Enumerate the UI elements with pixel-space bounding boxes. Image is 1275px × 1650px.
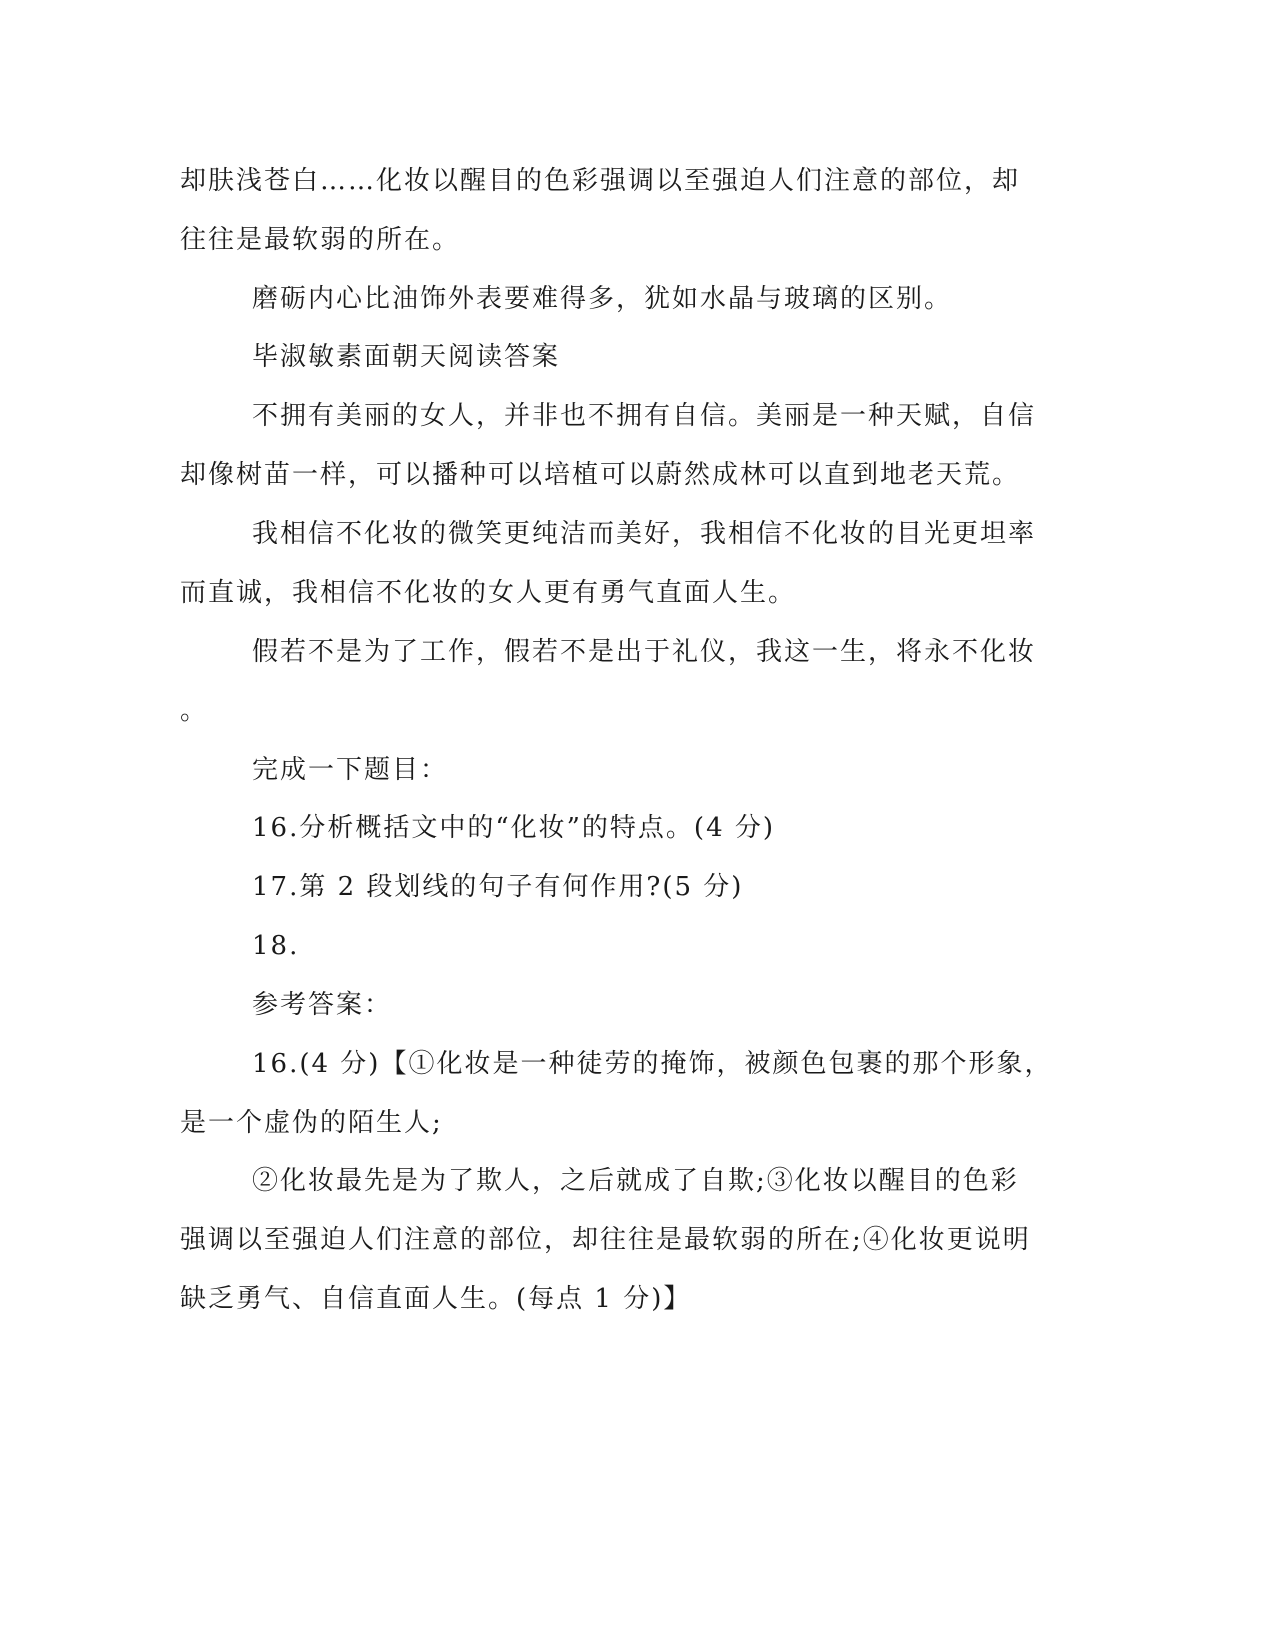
text-line: 是一个虚伪的陌生人;: [180, 1108, 443, 1138]
text-line: 不拥有美丽的女人，并非也不拥有自信。美丽是一种天赋，自信: [252, 401, 1037, 431]
text-line: 缺乏勇气、自信直面人生。(每点 1 分)】: [180, 1284, 692, 1314]
text-line: 磨砺内心比油饰外表要难得多，犹如水晶与玻璃的区别。: [252, 284, 953, 314]
section-heading: 毕淑敏素面朝天阅读答案: [252, 342, 561, 372]
question-16: 16.分析概括文中的“化妆”的特点。(4 分): [252, 813, 776, 843]
answer-16: 16.(4 分)【①化妆是一种徒劳的掩饰，被颜色包裹的那个形象，: [252, 1049, 1053, 1079]
question-18: 18.: [252, 931, 300, 961]
text-line: 完成一下题目：: [252, 755, 449, 785]
text-line: 。: [180, 696, 209, 726]
text-line: 却像树苗一样，可以播种可以培植可以蔚然成林可以直到地老天荒。: [180, 460, 1021, 490]
text-line: 我相信不化妆的微笑更纯洁而美好，我相信不化妆的目光更坦率: [252, 519, 1037, 549]
text-line: ②化妆最先是为了欺人，之后就成了自欺;③化妆以醒目的色彩: [252, 1166, 1019, 1196]
text-line: 而直诚，我相信不化妆的女人更有勇气直面人生。: [180, 578, 797, 608]
text-line: 却肤浅苍白……化妆以醒目的色彩强调以至强迫人们注意的部位，却: [180, 166, 1021, 196]
text-line: 强调以至强迫人们注意的部位，却往往是最软弱的所在;④化妆更说明: [180, 1225, 1031, 1255]
text-line: 假若不是为了工作，假若不是出于礼仪，我这一生，将永不化妆: [252, 637, 1037, 667]
question-17: 17.第 2 段划线的句子有何作用?(5 分): [252, 872, 744, 902]
text-line: 往往是最软弱的所在。: [180, 225, 461, 255]
answer-heading: 参考答案：: [252, 990, 393, 1020]
